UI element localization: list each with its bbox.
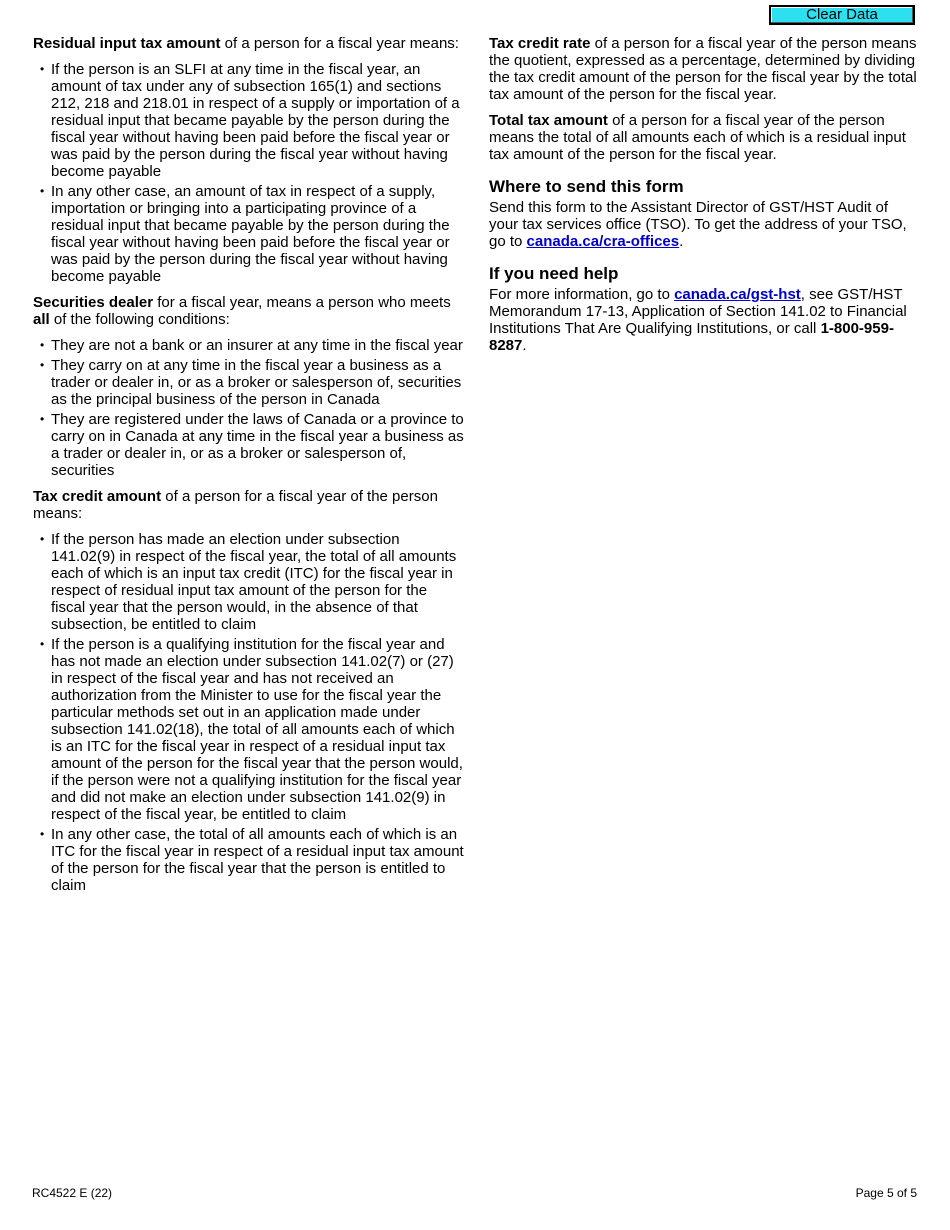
credit-amount-list xyxy=(33,531,465,894)
page-number: Page 5 of 5 xyxy=(855,1186,917,1200)
securities-list xyxy=(33,337,465,479)
send-heading: Where to send this form xyxy=(489,177,684,196)
list-item: • If the person is a qualifying institution for the fiscal year and has not made an election under subsection 141.02(7) or (27) in respect of the fiscal year and has not received an authorization from the Minister to use for the fiscal year the particular methods set out in an application made under subsection 141.02(18), the total of all amounts each of which is an ITC for the fiscal year in respect of a residual input tax amount of the person for the fiscal year that the person would, if the person were not a qualifying institution for the fiscal year and did not make an election under subsection 141.02(9) in respect of the fiscal year, be entitled to claim xyxy=(40,636,463,823)
form-id: RC4522 E (22) xyxy=(32,1186,113,1200)
list-item: • In any other case, the total of all amounts each of which is an ITC for the fiscal year in respect of a residual input tax amount of the person for the fiscal year that the person is entitled to claim xyxy=(40,826,464,894)
list-item: • In any other case, an amount of tax in respect of a supply, importation or bringing into a participating province of a residual input that became payable by the person during the fiscal year without having been paid before the fiscal year or was paid by the person during the fiscal year without having become payable xyxy=(40,183,450,285)
gst-hst-link[interactable]: canada.ca/gst-hst xyxy=(674,286,801,303)
list-item: • If the person is an SLFI at any time in the fiscal year, an amount of tax under any of subsection 165(1) and sections 212, 218 and 218.01 in respect of a supply or importation of a residual input that became payable by the person during the fiscal year without having been paid before the fiscal year or was paid by the person during the fiscal year without having become payable xyxy=(40,61,460,180)
list-item: • If the person has made an election under subsection 141.02(9) in respect of the fiscal year, the total of all amounts each of which is an input tax credit (ITC) for the fiscal year in respect of residual input tax amount of the person for the fiscal year that the person would, in the absence of that subsection, be entitled to claim xyxy=(40,531,457,633)
residual-definition: Residual input tax amount of a person for a fiscal year means: xyxy=(33,35,459,52)
total-tax-definition: Total tax amount of a person for a fiscal year of the person means the total of all amounts each of which is a residual input tax amount of the person for the fiscal year. xyxy=(489,112,906,163)
right-column xyxy=(489,35,921,363)
list-item: • They are not a bank or an insurer at any time in the fiscal year xyxy=(40,337,463,354)
credit-amount-definition: Tax credit amount of a person for a fiscal year of the person means: xyxy=(33,488,438,522)
list-item: • They carry on at any time in the fiscal year a business as a trader or dealer in, or as a broker or salesperson of, securities as the principal business of the person in Canada xyxy=(40,357,462,408)
list-item: • They are registered under the laws of Canada or a province to carry on in Canada at any time in the fiscal year a business as a trader or dealer in, or as a broker or salesperson of, securities xyxy=(40,411,464,479)
send-text: Send this form to the Assistant Director of GST/HST Audit of your tax services office (TSO). To get the address of your TSO, go to canada.ca/cra-offices. xyxy=(489,199,907,250)
help-text: For more information, go to canada.ca/gst-hst, see GST/HST Memorandum 17-13, Application of Section 141.02 to Financial Institutions That Are Qualifying Institutions, or call 1-800-959-8287. xyxy=(489,286,907,354)
help-heading: If you need help xyxy=(489,264,619,283)
cra-offices-link[interactable]: canada.ca/cra-offices xyxy=(526,233,680,250)
phone-number: 1-800-959-8287 xyxy=(489,320,894,354)
securities-definition: Securities dealer for a fiscal year, means a person who meets all of the following conditions: xyxy=(33,294,451,328)
left-column xyxy=(33,35,465,903)
clear-data-button[interactable]: Clear Data xyxy=(769,5,915,25)
credit-rate-definition: Tax credit rate of a person for a fiscal year of the person means the quotient, expressed as a percentage, determined by dividing the tax credit amount of the person for the fiscal year by the total tax amount of the person for the fiscal year. xyxy=(489,35,917,103)
residual-list xyxy=(33,61,465,285)
